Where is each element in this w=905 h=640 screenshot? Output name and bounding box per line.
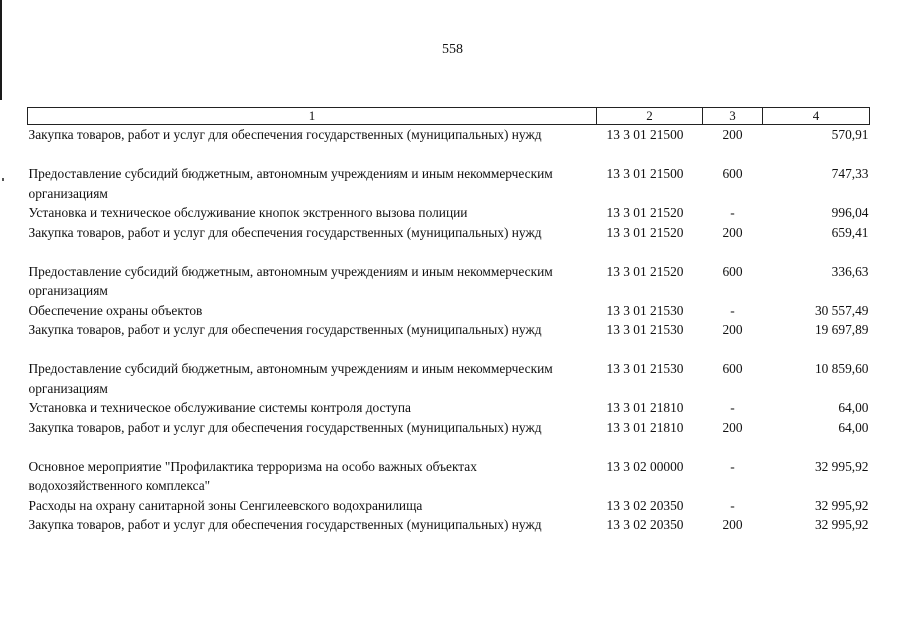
row-code: 13 3 01 21530 bbox=[606, 302, 684, 318]
row-code: 13 3 01 21500 bbox=[606, 127, 684, 142]
row-name: Предоставление субсидий бюджетным, автономным учреждениям и иным некоммерческим организациям bbox=[28, 166, 553, 201]
table-body bbox=[28, 125, 870, 555]
row-code: 13 3 02 20350 bbox=[606, 497, 684, 513]
row-amount: 64,00 bbox=[838, 400, 869, 415]
row-code: 13 3 02 00000 bbox=[606, 458, 684, 474]
row-expense-type: - bbox=[730, 497, 735, 513]
table-row bbox=[28, 418, 870, 457]
row-expense-type: 600 bbox=[722, 361, 743, 376]
row-code: 13 3 01 21520 bbox=[606, 263, 684, 279]
row-code: 13 3 01 21530 bbox=[606, 322, 684, 337]
row-code: 13 3 01 21520 bbox=[606, 224, 684, 240]
row-name: Установка и техническое обслуживание системы контроля доступа bbox=[28, 400, 411, 415]
header-col-4: 4 bbox=[763, 108, 870, 125]
row-name: Обеспечение охраны объектов bbox=[28, 302, 203, 318]
row-amount: 336,63 bbox=[831, 263, 869, 279]
row-amount: 30 557,49 bbox=[814, 302, 869, 318]
row-amount: 570,91 bbox=[831, 127, 869, 142]
row-expense-type: - bbox=[730, 458, 735, 474]
row-name: Предоставление субсидий бюджетным, автономным учреждениям и иным некоммерческим организациям bbox=[28, 361, 553, 396]
row-code: 13 3 01 21530 bbox=[606, 361, 684, 376]
left-margin-tick bbox=[2, 178, 4, 181]
table-row bbox=[28, 203, 870, 223]
table-row bbox=[28, 515, 870, 554]
header-col-2: 2 bbox=[597, 108, 703, 125]
table-row bbox=[28, 125, 870, 165]
row-amount: 32 995,92 bbox=[814, 517, 869, 532]
row-amount: 64,00 bbox=[838, 419, 869, 435]
row-expense-type: 600 bbox=[722, 263, 743, 279]
row-code: 13 3 01 21810 bbox=[606, 400, 684, 415]
header-col-3: 3 bbox=[703, 108, 763, 125]
row-expense-type: 200 bbox=[722, 224, 743, 240]
row-name: Закупка товаров, работ и услуг для обеспечения государственных (муниципальных) нужд bbox=[28, 224, 542, 240]
budget-table bbox=[27, 107, 870, 554]
page-number: 558 bbox=[442, 42, 463, 57]
row-name: Закупка товаров, работ и услуг для обеспечения государственных (муниципальных) нужд bbox=[28, 517, 542, 532]
row-expense-type: 200 bbox=[722, 127, 743, 142]
row-amount: 32 995,92 bbox=[814, 458, 869, 474]
row-name: Расходы на охрану санитарной зоны Сенгилеевского водохранилища bbox=[28, 497, 423, 513]
row-name: Закупка товаров, работ и услуг для обеспечения государственных (муниципальных) нужд bbox=[28, 322, 542, 337]
table-row bbox=[28, 223, 870, 262]
row-amount: 32 995,92 bbox=[814, 497, 869, 513]
row-expense-type: - bbox=[730, 302, 735, 318]
table-header bbox=[28, 108, 870, 125]
table-row bbox=[28, 164, 870, 203]
row-code: 13 3 02 20350 bbox=[606, 517, 684, 532]
table-row bbox=[28, 301, 870, 321]
table-row bbox=[28, 359, 870, 398]
row-expense-type: 200 bbox=[722, 322, 743, 337]
header-row bbox=[28, 108, 870, 125]
row-amount: 996,04 bbox=[831, 205, 869, 220]
row-code: 13 3 01 21520 bbox=[606, 205, 684, 220]
row-amount: 19 697,89 bbox=[814, 322, 869, 337]
row-name: Предоставление субсидий бюджетным, автономным учреждениям и иным некоммерческим организациям bbox=[28, 263, 553, 298]
row-expense-type: 600 bbox=[722, 166, 743, 181]
row-code: 13 3 01 21500 bbox=[606, 166, 684, 181]
row-name: Установка и техническое обслуживание кнопок экстренного вызова полиции bbox=[28, 205, 468, 220]
table-row bbox=[28, 262, 870, 301]
row-name: Основное мероприятие "Профилактика терроризма на особо важных объектах водохозяйственного комплекса" bbox=[28, 458, 477, 493]
row-amount: 10 859,60 bbox=[814, 361, 869, 376]
table-row bbox=[28, 496, 870, 516]
table-row bbox=[28, 398, 870, 418]
row-name: Закупка товаров, работ и услуг для обеспечения государственных (муниципальных) нужд bbox=[28, 419, 542, 435]
row-expense-type: - bbox=[730, 400, 735, 415]
row-expense-type: 200 bbox=[722, 517, 743, 532]
row-code: 13 3 01 21810 bbox=[606, 419, 684, 435]
row-amount: 747,33 bbox=[831, 166, 869, 181]
table-row bbox=[28, 320, 870, 359]
row-amount: 659,41 bbox=[831, 224, 869, 240]
table-row bbox=[28, 457, 870, 496]
row-name: Закупка товаров, работ и услуг для обеспечения государственных (муниципальных) нужд bbox=[28, 127, 542, 142]
row-expense-type: 200 bbox=[722, 419, 743, 435]
header-col-1: 1 bbox=[28, 108, 597, 125]
row-expense-type: - bbox=[730, 205, 735, 220]
